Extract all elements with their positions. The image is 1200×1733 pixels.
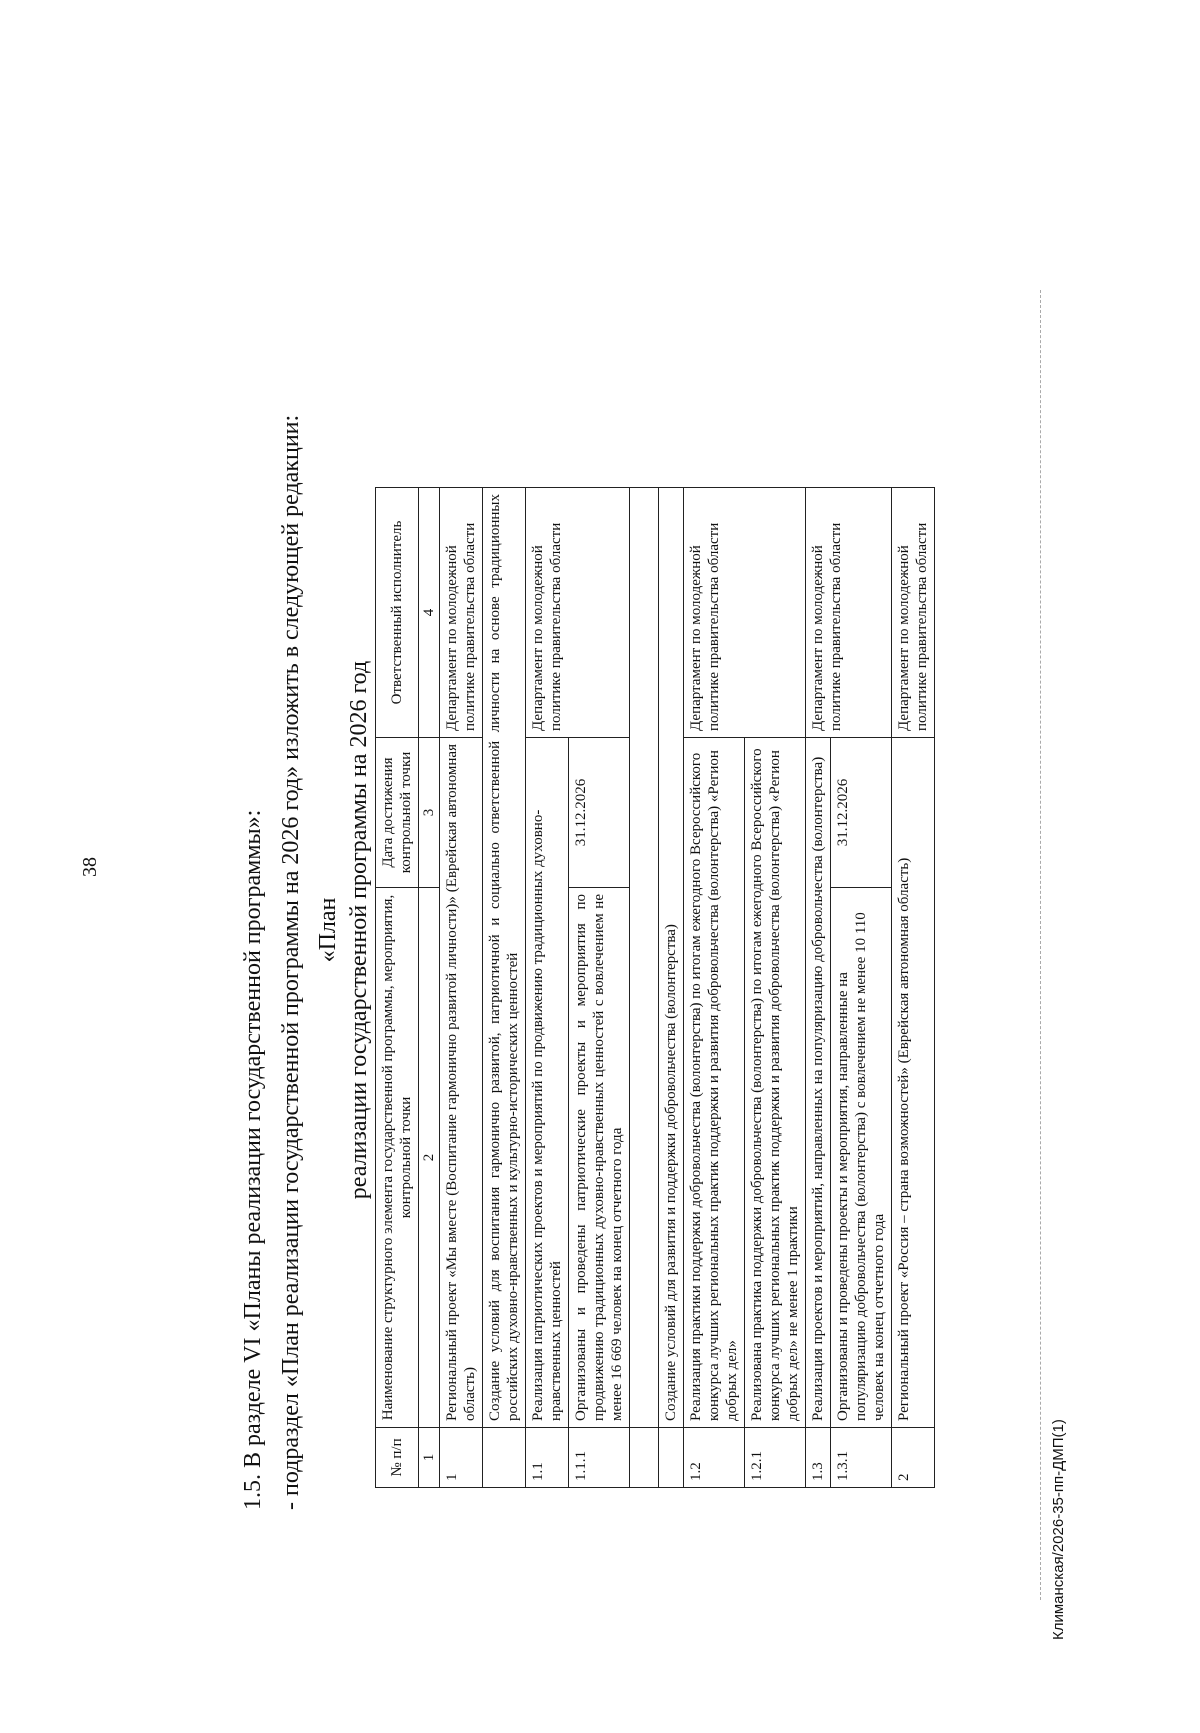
row-num: 1 [440,1428,483,1488]
section-num [483,1428,526,1488]
row-num: 1.3.1 [831,1428,892,1488]
row-responsible: Департамент по молодежной политике правительства области [440,488,483,738]
row-responsible: Департамент по молодежной политике правительства области [526,488,630,738]
section-row [659,488,684,1488]
row-num: 1.1 [526,1428,569,1488]
row-name: Реализация проектов и мероприятий, направленных на популяризацию добровольчества (волонтерства) [806,738,831,1428]
row-responsible: Департамент по молодежной политике правительства области [892,488,935,738]
document-code: Климанская/2026-35-пп-ДМП(1) [1050,1419,1067,1640]
table-row [440,488,483,1488]
row-name: Региональный проект «Мы вместе (Воспитание гармонично развитой личности)» (Еврейская автономная область) [440,738,483,1428]
section-num [659,1428,684,1488]
footer-divider [1040,290,1042,1600]
index-cell: 3 [419,738,440,888]
row-responsible: Департамент по молодежной политике правительства области [684,488,806,738]
index-cell: 4 [419,488,440,738]
row-name: Реализована практика поддержки добровольчества (волонтерства) по итогам ежегодного Всероссийского конкурса лучших региональных практик поддержки и развития добровольчества (волонтерства) «Регион добрых дел» не менее 1 практики [745,738,806,1428]
table-row [526,488,569,1488]
section-text: Создание условий для воспитания гармонично развитой, патриотичной и социально ответственной личности на основе традиционных российских духовно-нравственных и культурно-исторических ценностей [483,488,526,1428]
spacer-row [630,488,659,1488]
row-date: 31.12.2026 [569,738,630,888]
implementation-plan-table [375,487,935,1488]
section-row [483,488,526,1488]
index-cell: 2 [419,888,440,1428]
section-text: Создание условий для развития и поддержки добровольчества (волонтерства) [659,488,684,1428]
plan-title: «План [315,897,341,963]
amendment-heading: 1.5. В разделе VI «Планы реализации государственной программы»: [240,809,266,1510]
table-row [684,488,745,1488]
header-num: № п/п [376,1428,419,1488]
header-date: Дата достижения контрольной точки [376,738,419,888]
row-num: 1.2.1 [745,1428,806,1488]
row-name: Организованы и проведены патриотические проекты и мероприятия по продвижению традиционных духовно-нравственных ценностей с вовлечением не менее 16 669 человек на конец отчетного года [569,888,630,1428]
row-num: 2 [892,1428,935,1488]
page-number: 38 [79,857,101,877]
column-index-row [419,488,440,1488]
table-row [892,488,935,1488]
row-num: 1.2 [684,1428,745,1488]
plan-subtitle: реализации государственной программы на 2026 год [346,660,372,1200]
header-name: Наименование структурного элемента государственной программы, мероприятия, контрольной точки [376,888,419,1428]
amendment-subheading: - подраздел «План реализации государственной программы на 2026 год» изложить в следующей редакции: [278,414,304,1510]
row-num: 1.1.1 [569,1428,630,1488]
table-row [806,488,831,1488]
row-name: Организованы и проведены проекты и мероприятия, направленные на популяризацию добровольчества (волонтерства) с вовлечением не менее 10 110 человек на конец отчетного года [831,888,892,1428]
header-responsible: Ответственный исполнитель [376,488,419,738]
index-cell: 1 [419,1428,440,1488]
row-num: 1.3 [806,1428,831,1488]
rotated-page-content [50,40,1090,1680]
table-header-row [376,488,419,1488]
row-name: Реализация патриотических проектов и мероприятий по продвижению традиционных духовно-нравственных ценностей [526,738,569,1428]
row-name: Реализация практики поддержки добровольчества (волонтерства) по итогам ежегодного Всероссийского конкурса лучших региональных практик поддержки и развития добровольчества (волонтерства) «Регион добрых дел» [684,738,745,1428]
row-date: 31.12.2026 [831,738,892,888]
row-name: Региональный проект «Россия – страна возможностей» (Еврейская автономная область) [892,738,935,1428]
row-responsible: Департамент по молодежной политике правительства области [806,488,892,738]
